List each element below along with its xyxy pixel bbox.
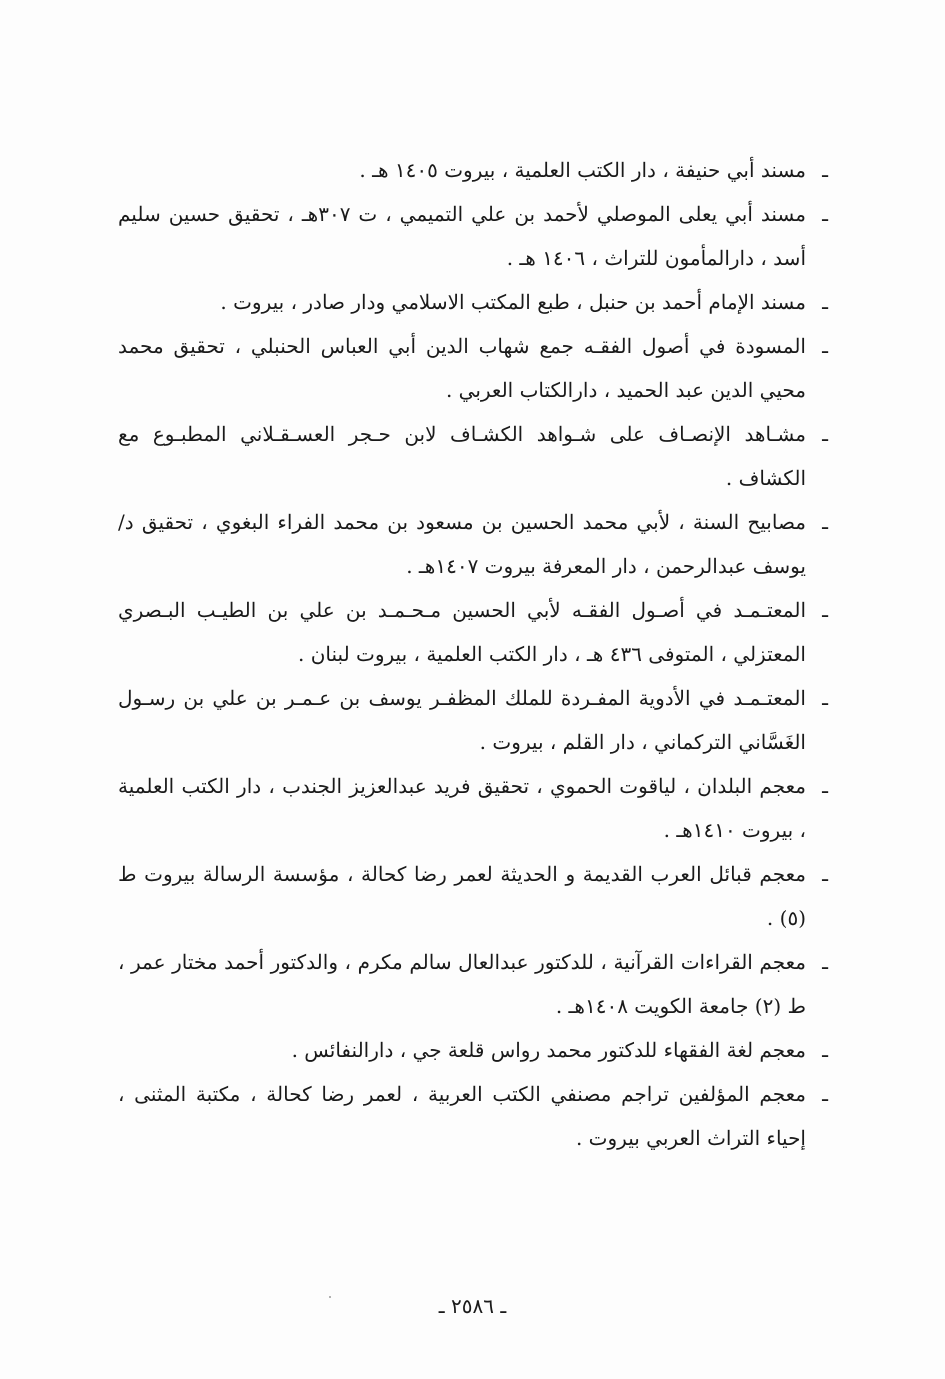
entry-text: المسودة في أصول الفقـه جمع شهاب الدين أبي العباس الحنبلي ، تحقيق محمد محيي الدين عبد الحميد ، دارالكتاب العربي . xyxy=(118,334,806,402)
entry-text: معجم البلدان ، لياقوت الحموي ، تحقيق فريد عبدالعزيز الجندب ، دار الكتب العلمية ، بيروت ١٤١٠هـ . xyxy=(118,774,807,842)
page-number: ـ ٢٥٨٦ ـ xyxy=(438,1294,507,1318)
entry-bullet: ـ xyxy=(822,950,828,974)
bibliography-list xyxy=(118,148,828,1160)
bibliography-entry xyxy=(118,500,828,588)
entry-bullet: ـ xyxy=(822,686,828,710)
bibliography-entry xyxy=(118,280,828,324)
entry-text: المعتـمـد في أصـول الفقـه لأبي الحسين مـحـمـد بن علي بن الطيـب البـصري المعتزلي ، المتوفى ٤٣٦ هـ ، دار الكتب العلمية ، بيروت لبنان . xyxy=(118,598,806,666)
entry-text: مسند أبي يعلى الموصلي لأحمد بن علي التميمي ، ت ٣٠٧هـ ، تحقيق حسين سليم أسد ، دارالمأمون للتراث ، ١٤٠٦ هـ . xyxy=(118,202,806,270)
entry-text: معجم قبائل العرب القديمة و الحديثة لعمر رضا كحالة ، مؤسسة الرسالة بيروت ط (٥) . xyxy=(118,862,806,930)
entry-bullet: ـ xyxy=(822,1082,828,1106)
entry-bullet: ـ xyxy=(822,290,828,314)
entry-bullet: ـ xyxy=(822,774,828,798)
bibliography-entry xyxy=(118,588,828,676)
entry-text: معجم لغة الفقهاء للدكتور محمد رواس قلعة جي ، دارالنفائس . xyxy=(291,1038,806,1062)
bibliography-entry xyxy=(118,1072,828,1160)
entry-bullet: ـ xyxy=(822,334,828,358)
bibliography-entry xyxy=(118,324,828,412)
entry-bullet: ـ xyxy=(822,598,828,622)
bibliography-entry xyxy=(118,412,828,500)
entry-bullet: ـ xyxy=(822,1038,828,1062)
bibliography-entry xyxy=(118,148,828,192)
bibliography-entry xyxy=(118,852,828,940)
bibliography-entry xyxy=(118,676,828,764)
entry-text: معجم المؤلفين تراجم مصنفي الكتب العربية ، لعمر رضا كحالة ، مكتبة المثنى ، إحياء التراث العربي بيروت . xyxy=(118,1082,806,1150)
entry-text: المعتـمـد في الأدوية المفـردة للملك المظفـر يوسف بن عـمـر بن علي بن رسـول الغَسَّاني التركماني ، دار القلم ، بيروت . xyxy=(118,686,806,754)
bibliography-entry xyxy=(118,1028,828,1072)
entry-text: مصابيح السنة ، لأبي محمد الحسين بن مسعود بن محمد الفراء البغوي ، تحقيق د/ يوسف عبدالرحمن ، دار المعرفة بيروت ١٤٠٧هـ . xyxy=(118,510,806,578)
entry-bullet: ـ xyxy=(822,510,828,534)
entry-bullet: ـ xyxy=(822,422,828,446)
entry-bullet: ـ xyxy=(822,202,828,226)
entry-text: مسند أبي حنيفة ، دار الكتب العلمية ، بيروت ١٤٠٥ هـ . xyxy=(359,158,806,182)
entry-text: مسند الإمام أحمد بن حنبل ، طبع المكتب الاسلامي ودار صادر ، بيروت . xyxy=(220,290,806,314)
bibliography-entry xyxy=(118,940,828,1028)
entry-text: معجم القراءات القرآنية ، للدكتور عبدالعال سالم مكرم ، والدكتور أحمد مختار عمر ، ط (٢) جامعة الكويت ١٤٠٨هـ . xyxy=(118,950,806,1018)
entry-bullet: ـ xyxy=(822,158,828,182)
entry-bullet: ـ xyxy=(822,862,828,886)
bibliography-entry xyxy=(118,192,828,280)
entry-text: مشـاهد الإنصـاف على شـواهد الكشـاف لابن حـجر العسـقـلاني المطبـوع مع الكشاف . xyxy=(118,422,806,490)
bibliography-entry xyxy=(118,764,828,852)
